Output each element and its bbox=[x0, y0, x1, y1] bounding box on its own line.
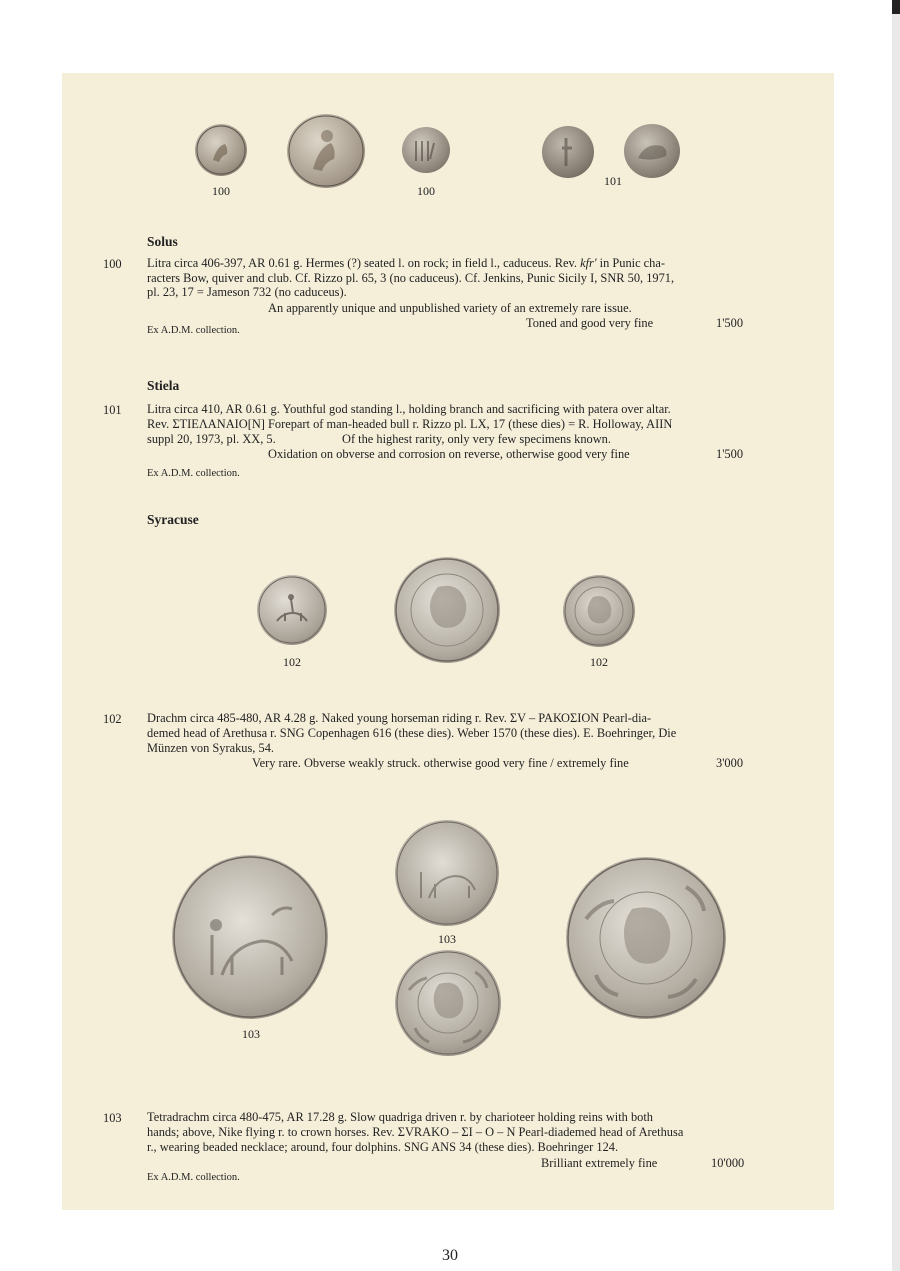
coin-label: 100 bbox=[417, 184, 435, 198]
lot-description-line: r., wearing beaded necklace; around, four dolphins. SNG ANS 34 (these dies). Boehringer 124. bbox=[147, 1140, 619, 1154]
coin-102-reverse-enlarged bbox=[394, 557, 500, 663]
lot-description-line: Tetradrachm circa 480-475, AR 17.28 g. Slow quadriga driven r. by charioteer holding reins with both bbox=[147, 1110, 653, 1124]
lot-note: An apparently unique and unpublished variety of an extremely rare issue. bbox=[268, 301, 632, 315]
page-edge bbox=[892, 0, 900, 1271]
coin-102-reverse bbox=[563, 575, 635, 647]
lot-grade: Toned and good very fine bbox=[526, 316, 654, 330]
coin-label: 103 bbox=[242, 1027, 260, 1041]
coin-103-obverse bbox=[395, 820, 499, 926]
coin-100-obverse-enlarged bbox=[287, 114, 365, 188]
lot-grade: Very rare. Obverse weakly struck. otherwise good very fine / extremely fine bbox=[252, 756, 629, 770]
lot-description-line: Litra circa 406-397, AR 0.61 g. Hermes (?) seated l. on rock; in field l., caduceus. Rev. kfr' in Punic cha- bbox=[147, 256, 666, 270]
lot-price: 1'500 bbox=[716, 447, 744, 461]
coin-101-obverse bbox=[542, 126, 594, 178]
lot-heading: Stiela bbox=[147, 378, 180, 393]
lot-price: 1'500 bbox=[716, 316, 744, 330]
lot-provenance: Ex A.D.M. collection. bbox=[147, 1172, 240, 1183]
lot-number: 100 bbox=[103, 257, 122, 271]
edge-mark bbox=[892, 0, 900, 14]
coin-103-reverse bbox=[395, 950, 501, 1056]
coin-label: 102 bbox=[590, 655, 608, 669]
lot-number: 103 bbox=[103, 1111, 122, 1125]
lot-heading: Syracuse bbox=[147, 512, 199, 527]
lot-description-line: Rev. ΣΤΙΕΛΑΝΑΙΟ[Ν] Forepart of man-headed bull r. Rizzo pl. LX, 17 (these dies) = R. Holloway, AIIN bbox=[147, 417, 673, 431]
lot-description-line: Münzen von Syrakus, 54. bbox=[147, 741, 274, 755]
coin-100-reverse bbox=[402, 127, 450, 173]
lot-description-line: suppl 20, 1973, pl. XX, 5. bbox=[147, 432, 276, 446]
lot-description-line: Litra circa 410, AR 0.61 g. Youthful god standing l., holding branch and sacrificing with patera over altar. bbox=[147, 402, 671, 416]
lot-description-line: Drachm circa 485-480, AR 4.28 g. Naked young horseman riding r. Rev. ΣV – ΡΑΚΟΣΙΟΝ Pearl-dia- bbox=[147, 711, 652, 725]
coin-label: 103 bbox=[438, 932, 456, 946]
coin-101-reverse bbox=[624, 124, 680, 178]
lot-grade: Oxidation on obverse and corrosion on reverse, otherwise good very fine bbox=[268, 447, 630, 461]
coin-102-obverse bbox=[257, 575, 327, 645]
lot-price: 3'000 bbox=[716, 756, 744, 770]
lot-description-line: racters Bow, quiver and club. Cf. Rizzo pl. 65, 3 (no caduceus). Cf. Jenkins, Punic Sicily I, SNR 50, 1971, bbox=[147, 271, 675, 285]
coin-103-reverse-enlarged bbox=[566, 857, 726, 1019]
lot-provenance: Ex A.D.M. collection. bbox=[147, 468, 240, 479]
lot-note: Of the highest rarity, only very few specimens known. bbox=[342, 432, 611, 446]
coin-100-obverse bbox=[195, 124, 247, 176]
coin-label: 101 bbox=[604, 174, 622, 188]
lot-description-line: hands; above, Nike flying r. to crown horses. Rev. ΣVRAKO – ΣΙ – Ο – Ν Pearl-diademed head of Arethusa bbox=[147, 1125, 684, 1139]
lot-price: 10'000 bbox=[711, 1156, 745, 1170]
lot-number: 102 bbox=[103, 712, 122, 726]
coin-103-obverse-enlarged bbox=[172, 855, 328, 1019]
coin-label: 100 bbox=[212, 184, 230, 198]
coin-label: 102 bbox=[283, 655, 301, 669]
lot-heading: Solus bbox=[147, 234, 178, 249]
lot-grade: Brilliant extremely fine bbox=[541, 1156, 658, 1170]
lot-description-line: pl. 23, 17 = Jameson 732 (no caduceus). bbox=[147, 285, 347, 299]
lot-number: 101 bbox=[103, 403, 122, 417]
lot-description-line: demed head of Arethusa r. SNG Copenhagen 616 (these dies). Weber 1570 (these dies). E. Boehringer, Die bbox=[147, 726, 677, 740]
lot-provenance: Ex A.D.M. collection. bbox=[147, 325, 240, 336]
page-number: 30 bbox=[442, 1247, 458, 1264]
